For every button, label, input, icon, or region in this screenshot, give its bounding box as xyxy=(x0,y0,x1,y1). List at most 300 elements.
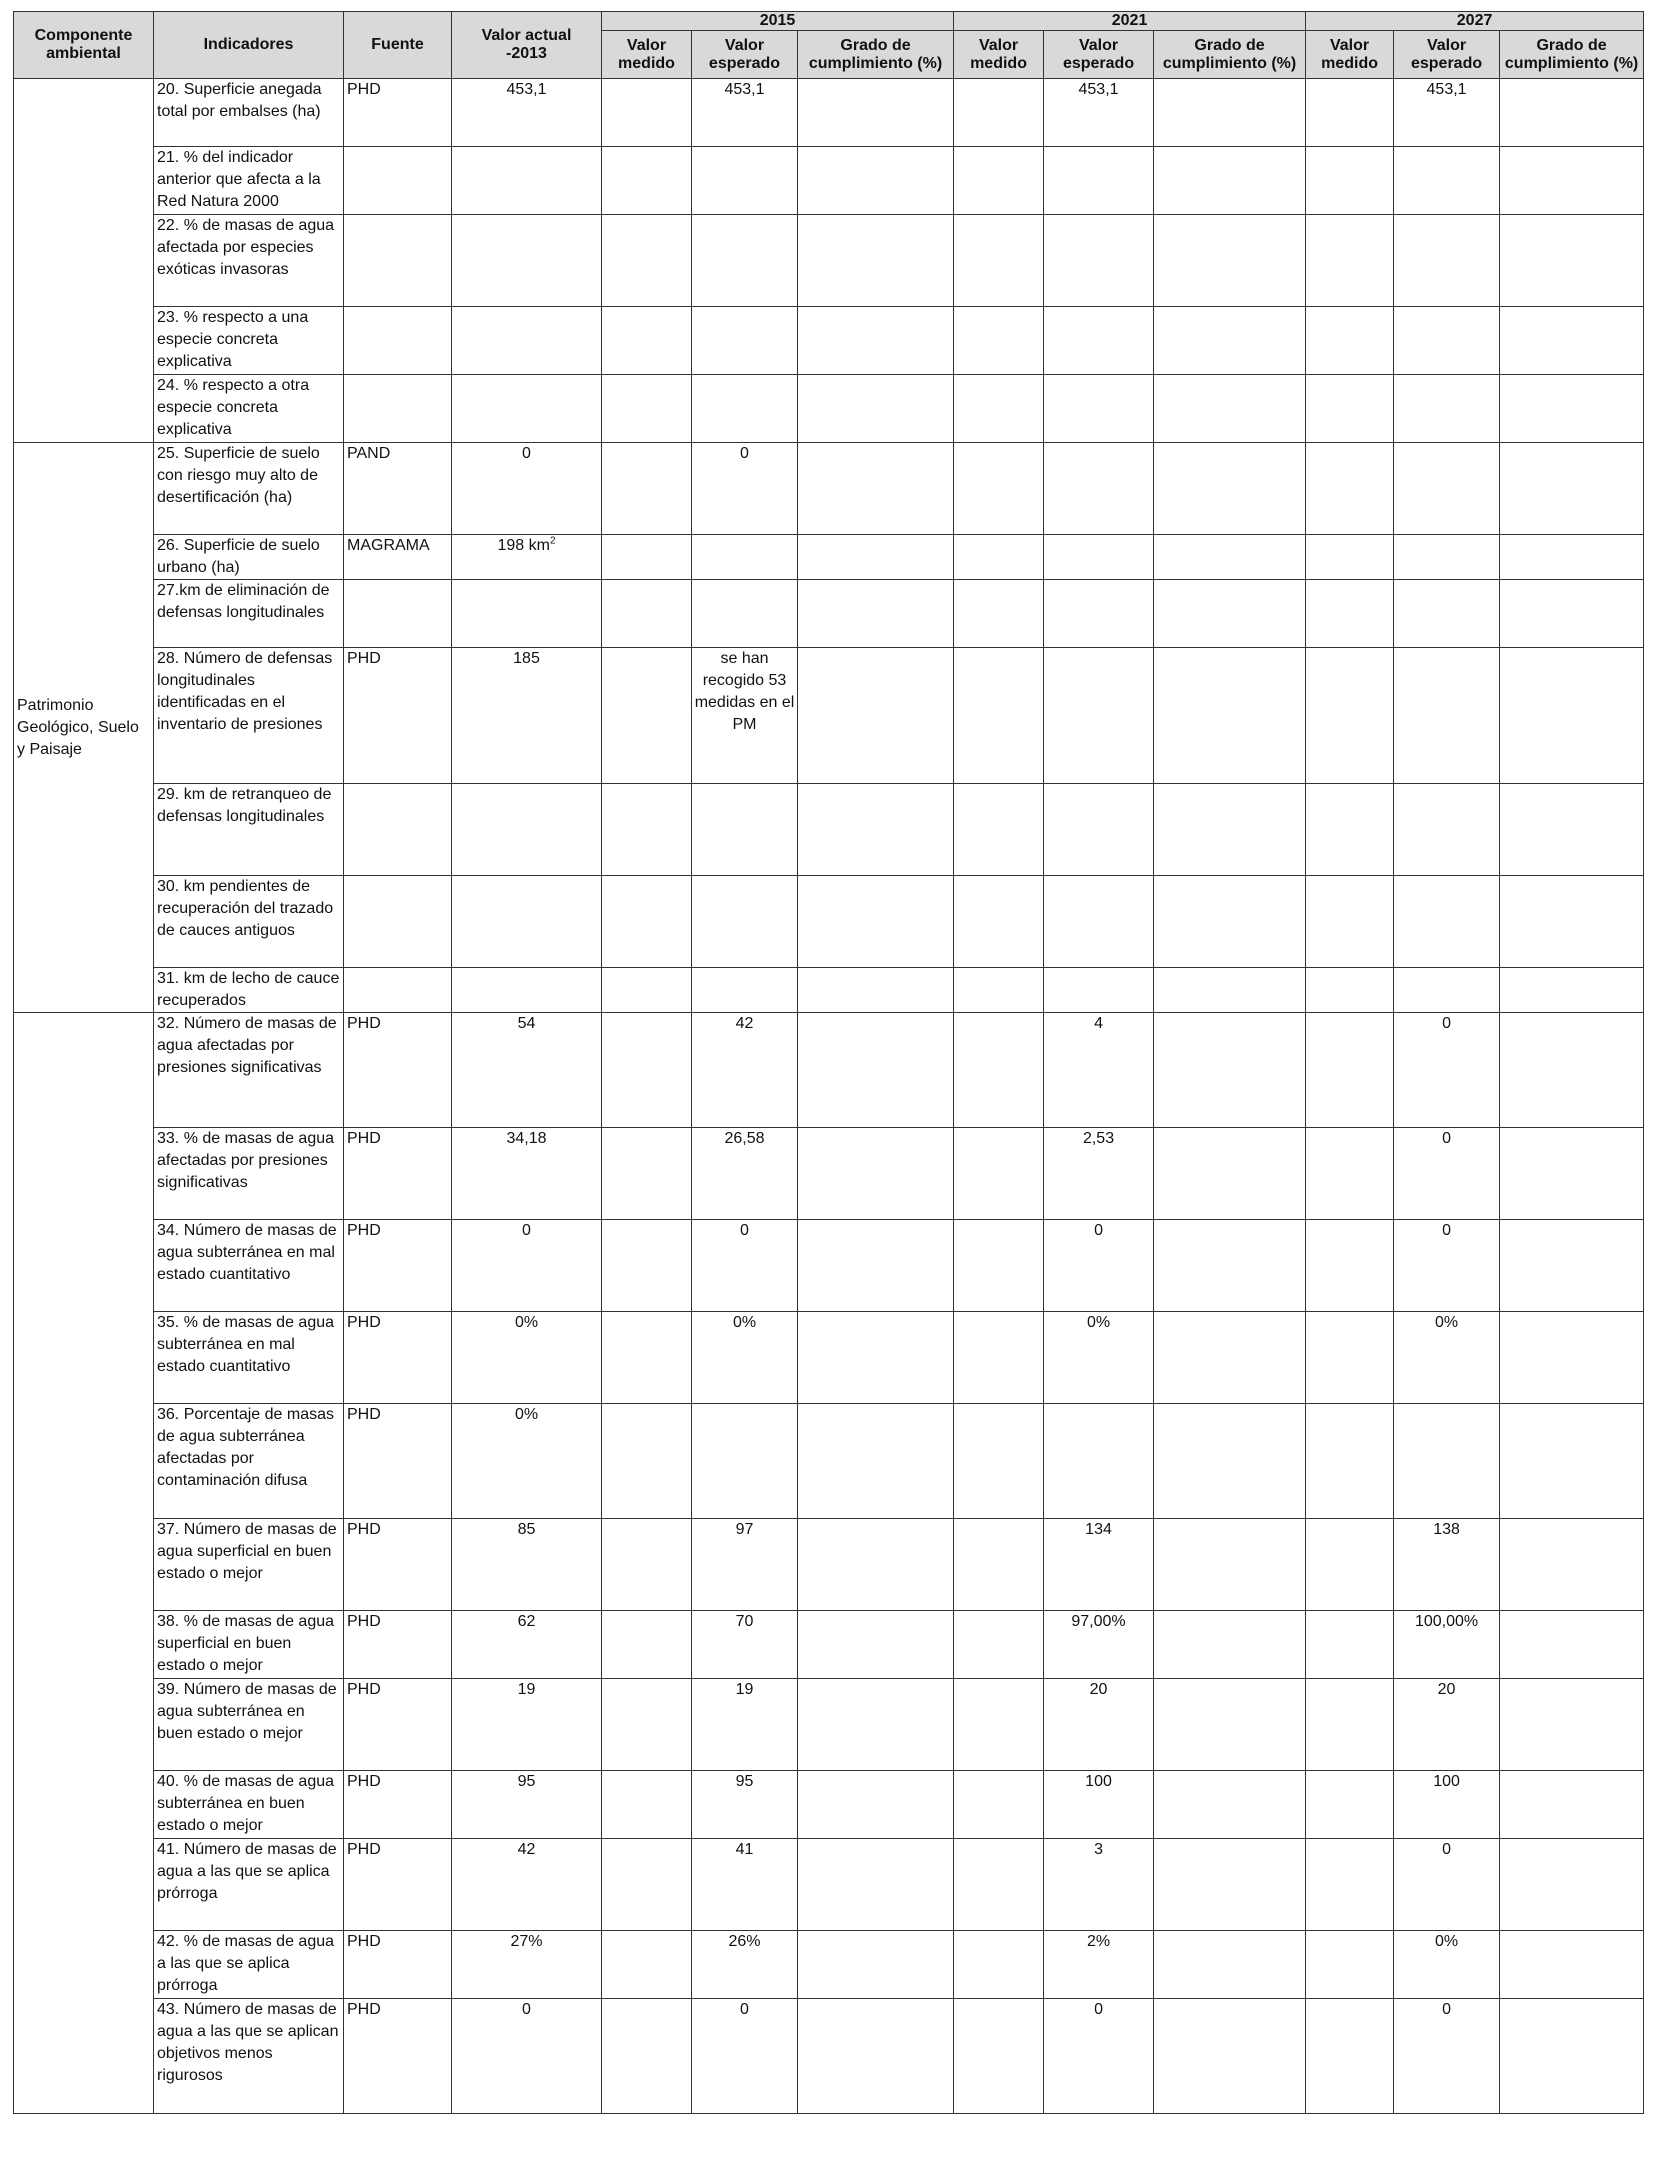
indicator-cell: 23. % respecto a una especie concreta explicativa xyxy=(154,307,344,375)
table-row xyxy=(14,215,1644,307)
valor-actual-cell xyxy=(452,375,602,443)
indicator-cell: 29. km de retranqueo de defensas longitudinales xyxy=(154,784,344,876)
grado-2027-cell xyxy=(1500,1013,1644,1128)
valor-medido-2021-cell xyxy=(954,79,1044,147)
valor-esperado-2021-cell xyxy=(1044,648,1154,784)
valor-esperado-2021-cell: 4 xyxy=(1044,1013,1154,1128)
valor-esperado-2015-cell: 0% xyxy=(692,1312,798,1404)
valor-actual-cell: 0 xyxy=(452,443,602,535)
valor-medido-2027-cell xyxy=(1306,1931,1394,1999)
valor-esperado-2027-cell: 453,1 xyxy=(1394,79,1500,147)
grado-2027-cell xyxy=(1500,968,1644,1013)
valor-medido-2015-cell xyxy=(602,1404,692,1519)
indicator-table xyxy=(13,11,1644,2114)
grado-2027-cell xyxy=(1500,1679,1644,1771)
valor-esperado-2021-cell: 100 xyxy=(1044,1771,1154,1839)
valor-medido-2027-cell xyxy=(1306,307,1394,375)
indicator-cell: 34. Número de masas de agua subterránea en mal estado cuantitativo xyxy=(154,1220,344,1312)
header-year-2015: 2015 xyxy=(602,12,954,31)
grado-2027-cell xyxy=(1500,79,1644,147)
valor-medido-2015-cell xyxy=(602,1128,692,1220)
valor-medido-2027-cell xyxy=(1306,443,1394,535)
source-cell: PHD xyxy=(344,79,452,147)
valor-medido-2015-cell xyxy=(602,79,692,147)
valor-esperado-2021-cell xyxy=(1044,147,1154,215)
grado-2021-cell xyxy=(1154,1771,1306,1839)
grado-2015-cell xyxy=(798,1312,954,1404)
valor-medido-2015-cell xyxy=(602,876,692,968)
grado-2027-cell xyxy=(1500,1931,1644,1999)
valor-medido-2021-cell xyxy=(954,1999,1044,2114)
grado-2027-cell xyxy=(1500,535,1644,580)
valor-actual-cell: 0% xyxy=(452,1404,602,1519)
valor-actual-cell: 54 xyxy=(452,1013,602,1128)
valor-medido-2015-cell xyxy=(602,215,692,307)
valor-medido-2015-cell xyxy=(602,1839,692,1931)
grado-2021-cell xyxy=(1154,1013,1306,1128)
valor-esperado-2021-cell: 2% xyxy=(1044,1931,1154,1999)
valor-esperado-2021-cell xyxy=(1044,876,1154,968)
valor-medido-2021-cell xyxy=(954,375,1044,443)
valor-esperado-2027-cell xyxy=(1394,215,1500,307)
grado-2021-cell xyxy=(1154,1128,1306,1220)
source-cell: MAGRAMA xyxy=(344,535,452,580)
valor-medido-2027-cell xyxy=(1306,375,1394,443)
table-row xyxy=(14,375,1644,443)
header-grado-cumplimiento: Grado de cumplimiento (%) xyxy=(1500,31,1644,79)
valor-medido-2015-cell xyxy=(602,1013,692,1128)
valor-esperado-2021-cell: 134 xyxy=(1044,1519,1154,1611)
valor-esperado-2027-cell xyxy=(1394,307,1500,375)
valor-medido-2021-cell xyxy=(954,307,1044,375)
valor-medido-2027-cell xyxy=(1306,1312,1394,1404)
valor-esperado-2015-cell: 41 xyxy=(692,1839,798,1931)
source-cell: PHD xyxy=(344,1931,452,1999)
valor-medido-2021-cell xyxy=(954,1931,1044,1999)
table-row xyxy=(14,1679,1644,1771)
source-cell: PHD xyxy=(344,1839,452,1931)
header-year-2021: 2021 xyxy=(954,12,1306,31)
valor-esperado-2027-cell: 0% xyxy=(1394,1931,1500,1999)
table-row xyxy=(14,1220,1644,1312)
grado-2027-cell xyxy=(1500,876,1644,968)
indicator-cell: 39. Número de masas de agua subterránea en buen estado o mejor xyxy=(154,1679,344,1771)
grado-2027-cell xyxy=(1500,1999,1644,2114)
valor-esperado-2027-cell xyxy=(1394,147,1500,215)
valor-esperado-2015-cell: 70 xyxy=(692,1611,798,1679)
valor-esperado-2021-cell: 97,00% xyxy=(1044,1611,1154,1679)
valor-esperado-2015-cell xyxy=(692,968,798,1013)
valor-actual-cell: 0% xyxy=(452,1312,602,1404)
valor-esperado-2015-cell: 95 xyxy=(692,1771,798,1839)
valor-medido-2015-cell xyxy=(602,1519,692,1611)
valor-actual-cell: 62 xyxy=(452,1611,602,1679)
source-cell xyxy=(344,215,452,307)
source-cell xyxy=(344,876,452,968)
valor-actual-cell xyxy=(452,784,602,876)
valor-esperado-2027-cell: 100 xyxy=(1394,1771,1500,1839)
grado-2015-cell xyxy=(798,535,954,580)
indicator-cell: 42. % de masas de agua a las que se aplica prórroga xyxy=(154,1931,344,1999)
header-valor-esperado: Valor esperado xyxy=(1044,31,1154,79)
grado-2015-cell xyxy=(798,648,954,784)
indicator-cell: 30. km pendientes de recuperación del trazado de cauces antiguos xyxy=(154,876,344,968)
valor-medido-2021-cell xyxy=(954,1128,1044,1220)
table-row xyxy=(14,535,1644,580)
valor-actual-superscript: 2 xyxy=(549,535,556,547)
valor-esperado-2015-cell: 26,58 xyxy=(692,1128,798,1220)
valor-esperado-2021-cell xyxy=(1044,307,1154,375)
valor-esperado-2021-cell xyxy=(1044,375,1154,443)
valor-esperado-2027-cell xyxy=(1394,648,1500,784)
valor-actual-value: 198 km xyxy=(497,537,550,554)
valor-medido-2027-cell xyxy=(1306,79,1394,147)
grado-2021-cell xyxy=(1154,215,1306,307)
valor-medido-2015-cell xyxy=(602,784,692,876)
grado-2015-cell xyxy=(798,1013,954,1128)
valor-esperado-2021-cell xyxy=(1044,1404,1154,1519)
indicator-cell: 28. Número de defensas longitudinales identificadas en el inventario de presiones xyxy=(154,648,344,784)
grado-2021-cell xyxy=(1154,1931,1306,1999)
valor-medido-2015-cell xyxy=(602,648,692,784)
valor-medido-2027-cell xyxy=(1306,1013,1394,1128)
valor-esperado-2027-cell xyxy=(1394,968,1500,1013)
valor-medido-2015-cell xyxy=(602,147,692,215)
valor-esperado-2021-cell xyxy=(1044,535,1154,580)
valor-medido-2021-cell xyxy=(954,1220,1044,1312)
valor-medido-2027-cell xyxy=(1306,1220,1394,1312)
valor-medido-2021-cell xyxy=(954,1839,1044,1931)
valor-medido-2021-cell xyxy=(954,1519,1044,1611)
valor-esperado-2027-cell xyxy=(1394,580,1500,648)
indicator-cell: 24. % respecto a otra especie concreta explicativa xyxy=(154,375,344,443)
table-body xyxy=(14,79,1644,2114)
valor-medido-2015-cell xyxy=(602,443,692,535)
valor-actual-cell: 19 xyxy=(452,1679,602,1771)
valor-medido-2021-cell xyxy=(954,580,1044,648)
grado-2021-cell xyxy=(1154,580,1306,648)
valor-medido-2015-cell xyxy=(602,1679,692,1771)
grado-2021-cell xyxy=(1154,648,1306,784)
table-row xyxy=(14,1839,1644,1931)
valor-esperado-2021-cell xyxy=(1044,215,1154,307)
grado-2027-cell xyxy=(1500,1128,1644,1220)
valor-actual-cell: 95 xyxy=(452,1771,602,1839)
valor-medido-2015-cell xyxy=(602,580,692,648)
grado-2021-cell xyxy=(1154,1312,1306,1404)
grado-2021-cell xyxy=(1154,1679,1306,1771)
table-row xyxy=(14,1999,1644,2114)
table-row xyxy=(14,79,1644,147)
grado-2027-cell xyxy=(1500,1839,1644,1931)
valor-esperado-2015-cell xyxy=(692,307,798,375)
indicator-cell: 43. Número de masas de agua a las que se aplican objetivos menos rigurosos xyxy=(154,1999,344,2114)
valor-medido-2027-cell xyxy=(1306,215,1394,307)
valor-medido-2021-cell xyxy=(954,1611,1044,1679)
table-row xyxy=(14,1013,1644,1128)
valor-medido-2027-cell xyxy=(1306,784,1394,876)
grado-2015-cell xyxy=(798,1128,954,1220)
valor-actual-cell: 185 xyxy=(452,648,602,784)
valor-medido-2027-cell xyxy=(1306,968,1394,1013)
grado-2015-cell xyxy=(798,443,954,535)
source-cell: PHD xyxy=(344,1220,452,1312)
table-row xyxy=(14,876,1644,968)
header-grado-cumplimiento: Grado de cumplimiento (%) xyxy=(1154,31,1306,79)
valor-esperado-2015-cell: 42 xyxy=(692,1013,798,1128)
source-cell: PAND xyxy=(344,443,452,535)
valor-medido-2015-cell xyxy=(602,1931,692,1999)
table-row xyxy=(14,443,1644,535)
valor-esperado-2027-cell: 20 xyxy=(1394,1679,1500,1771)
valor-medido-2015-cell xyxy=(602,968,692,1013)
valor-esperado-2027-cell xyxy=(1394,443,1500,535)
valor-medido-2015-cell xyxy=(602,375,692,443)
grado-2027-cell xyxy=(1500,1220,1644,1312)
grado-2027-cell xyxy=(1500,215,1644,307)
header-valor-actual: Valor actual -2013 xyxy=(452,12,602,79)
grado-2015-cell xyxy=(798,147,954,215)
grado-2021-cell xyxy=(1154,147,1306,215)
indicator-cell: 35. % de masas de agua subterránea en mal estado cuantitativo xyxy=(154,1312,344,1404)
valor-medido-2015-cell xyxy=(602,1312,692,1404)
header-indicadores: Indicadores xyxy=(154,12,344,79)
valor-esperado-2027-cell: 0% xyxy=(1394,1312,1500,1404)
grado-2027-cell xyxy=(1500,784,1644,876)
indicator-cell: 32. Número de masas de agua afectadas por presiones significativas xyxy=(154,1013,344,1128)
valor-medido-2027-cell xyxy=(1306,648,1394,784)
valor-actual-cell xyxy=(452,535,602,580)
grado-2015-cell xyxy=(798,1931,954,1999)
valor-esperado-2015-cell: 453,1 xyxy=(692,79,798,147)
grado-2015-cell xyxy=(798,1771,954,1839)
valor-esperado-2027-cell: 0 xyxy=(1394,1128,1500,1220)
componente-cell: Patrimonio Geológico, Suelo y Paisaje xyxy=(14,443,154,1013)
valor-esperado-2027-cell xyxy=(1394,876,1500,968)
grado-2015-cell xyxy=(798,307,954,375)
source-cell: PHD xyxy=(344,648,452,784)
valor-medido-2027-cell xyxy=(1306,580,1394,648)
table-row xyxy=(14,1611,1644,1679)
valor-esperado-2015-cell xyxy=(692,1404,798,1519)
valor-esperado-2021-cell: 0 xyxy=(1044,1220,1154,1312)
valor-medido-2027-cell xyxy=(1306,1839,1394,1931)
valor-esperado-2027-cell: 100,00% xyxy=(1394,1611,1500,1679)
header-valor-esperado: Valor esperado xyxy=(1394,31,1500,79)
grado-2021-cell xyxy=(1154,443,1306,535)
valor-esperado-2021-cell: 3 xyxy=(1044,1839,1154,1931)
valor-medido-2015-cell xyxy=(602,1220,692,1312)
valor-esperado-2021-cell: 0 xyxy=(1044,1999,1154,2114)
valor-esperado-2015-cell: 0 xyxy=(692,1220,798,1312)
valor-esperado-2021-cell: 0% xyxy=(1044,1312,1154,1404)
source-cell: PHD xyxy=(344,1312,452,1404)
valor-medido-2027-cell xyxy=(1306,1404,1394,1519)
source-cell: PHD xyxy=(344,1679,452,1771)
valor-esperado-2021-cell: 2,53 xyxy=(1044,1128,1154,1220)
table-row xyxy=(14,648,1644,784)
valor-actual-cell: 0 xyxy=(452,1999,602,2114)
valor-esperado-2027-cell xyxy=(1394,535,1500,580)
valor-esperado-2015-cell xyxy=(692,147,798,215)
componente-cell xyxy=(14,1013,154,2114)
table-row xyxy=(14,968,1644,1013)
valor-medido-2015-cell xyxy=(602,535,692,580)
grado-2021-cell xyxy=(1154,784,1306,876)
source-cell: PHD xyxy=(344,1013,452,1128)
componente-cell xyxy=(14,79,154,443)
valor-medido-2021-cell xyxy=(954,1771,1044,1839)
valor-esperado-2027-cell xyxy=(1394,1404,1500,1519)
grado-2021-cell xyxy=(1154,79,1306,147)
grado-2021-cell xyxy=(1154,1999,1306,2114)
source-cell xyxy=(344,580,452,648)
valor-esperado-2021-cell xyxy=(1044,784,1154,876)
valor-medido-2027-cell xyxy=(1306,147,1394,215)
table-row xyxy=(14,1404,1644,1519)
grado-2015-cell xyxy=(798,1679,954,1771)
valor-medido-2021-cell xyxy=(954,876,1044,968)
table-row xyxy=(14,1312,1644,1404)
valor-esperado-2021-cell xyxy=(1044,580,1154,648)
valor-esperado-2015-cell: 0 xyxy=(692,443,798,535)
source-cell: PHD xyxy=(344,1519,452,1611)
indicator-cell: 37. Número de masas de agua superficial en buen estado o mejor xyxy=(154,1519,344,1611)
valor-esperado-2015-cell: se han recogido 53 medidas en el PM xyxy=(692,648,798,784)
grado-2015-cell xyxy=(798,1611,954,1679)
header-grado-cumplimiento: Grado de cumplimiento (%) xyxy=(798,31,954,79)
grado-2027-cell xyxy=(1500,1611,1644,1679)
table-row xyxy=(14,307,1644,375)
grado-2021-cell xyxy=(1154,375,1306,443)
grado-2015-cell xyxy=(798,1839,954,1931)
grado-2015-cell xyxy=(798,215,954,307)
grado-2021-cell xyxy=(1154,968,1306,1013)
header-year-2027: 2027 xyxy=(1306,12,1644,31)
grado-2021-cell xyxy=(1154,1404,1306,1519)
valor-medido-2021-cell xyxy=(954,1404,1044,1519)
valor-esperado-2027-cell: 138 xyxy=(1394,1519,1500,1611)
grado-2015-cell xyxy=(798,876,954,968)
valor-esperado-2015-cell: 19 xyxy=(692,1679,798,1771)
valor-medido-2027-cell xyxy=(1306,1771,1394,1839)
valor-esperado-2015-cell xyxy=(692,876,798,968)
indicator-cell: 41. Número de masas de agua a las que se aplica prórroga xyxy=(154,1839,344,1931)
valor-actual-cell: 0 xyxy=(452,1220,602,1312)
header-row-years xyxy=(14,12,1644,31)
valor-actual-cell xyxy=(452,215,602,307)
grado-2027-cell xyxy=(1500,443,1644,535)
valor-actual-cell xyxy=(452,147,602,215)
grado-2021-cell xyxy=(1154,535,1306,580)
valor-actual-cell: 453,1 xyxy=(452,79,602,147)
valor-medido-2021-cell xyxy=(954,784,1044,876)
header-componente: Componente ambiental xyxy=(14,12,154,79)
grado-2027-cell xyxy=(1500,147,1644,215)
grado-2027-cell xyxy=(1500,1404,1644,1519)
valor-medido-2021-cell xyxy=(954,443,1044,535)
valor-medido-2021-cell xyxy=(954,215,1044,307)
valor-esperado-2027-cell: 0 xyxy=(1394,1839,1500,1931)
indicator-cell: 36. Porcentaje de masas de agua subterránea afectadas por contaminación difusa xyxy=(154,1404,344,1519)
grado-2027-cell xyxy=(1500,307,1644,375)
valor-medido-2021-cell xyxy=(954,535,1044,580)
valor-actual-cell xyxy=(452,307,602,375)
indicator-cell: 38. % de masas de agua superficial en buen estado o mejor xyxy=(154,1611,344,1679)
valor-esperado-2027-cell xyxy=(1394,375,1500,443)
indicator-cell: 27.km de eliminación de defensas longitudinales xyxy=(154,580,344,648)
grado-2015-cell xyxy=(798,580,954,648)
valor-medido-2027-cell xyxy=(1306,535,1394,580)
grado-2015-cell xyxy=(798,968,954,1013)
source-cell: PHD xyxy=(344,1128,452,1220)
valor-medido-2021-cell xyxy=(954,968,1044,1013)
valor-esperado-2027-cell: 0 xyxy=(1394,1220,1500,1312)
valor-medido-2015-cell xyxy=(602,1771,692,1839)
valor-esperado-2021-cell xyxy=(1044,968,1154,1013)
valor-esperado-2015-cell: 0 xyxy=(692,1999,798,2114)
valor-medido-2027-cell xyxy=(1306,1128,1394,1220)
indicator-cell: 33. % de masas de agua afectadas por presiones significativas xyxy=(154,1128,344,1220)
header-valor-esperado: Valor esperado xyxy=(692,31,798,79)
source-cell xyxy=(344,307,452,375)
valor-esperado-2021-cell: 20 xyxy=(1044,1679,1154,1771)
valor-medido-2027-cell xyxy=(1306,1519,1394,1611)
header-valor-medido: Valor medido xyxy=(602,31,692,79)
indicator-cell: 25. Superficie de suelo con riesgo muy alto de desertificación (ha) xyxy=(154,443,344,535)
valor-medido-2027-cell xyxy=(1306,1611,1394,1679)
indicator-table-container xyxy=(13,11,1644,2114)
valor-medido-2021-cell xyxy=(954,1679,1044,1771)
table-row xyxy=(14,1519,1644,1611)
valor-esperado-2015-cell xyxy=(692,375,798,443)
valor-actual-cell xyxy=(452,580,602,648)
valor-medido-2027-cell xyxy=(1306,1999,1394,2114)
valor-medido-2027-cell xyxy=(1306,1679,1394,1771)
source-cell xyxy=(344,375,452,443)
indicator-cell: 31. km de lecho de cauce recuperados xyxy=(154,968,344,1013)
valor-medido-2015-cell xyxy=(602,1611,692,1679)
valor-esperado-2027-cell xyxy=(1394,784,1500,876)
valor-medido-2021-cell xyxy=(954,648,1044,784)
grado-2027-cell xyxy=(1500,1519,1644,1611)
valor-esperado-2015-cell xyxy=(692,535,798,580)
grado-2021-cell xyxy=(1154,307,1306,375)
table-row xyxy=(14,580,1644,648)
valor-actual-cell: 85 xyxy=(452,1519,602,1611)
grado-2015-cell xyxy=(798,375,954,443)
source-cell: PHD xyxy=(344,1771,452,1839)
table-row xyxy=(14,147,1644,215)
indicator-cell: 26. Superficie de suelo urbano (ha) xyxy=(154,535,344,580)
valor-esperado-2015-cell xyxy=(692,784,798,876)
valor-esperado-2021-cell xyxy=(1044,443,1154,535)
grado-2027-cell xyxy=(1500,1312,1644,1404)
source-cell: PHD xyxy=(344,1999,452,2114)
grado-2021-cell xyxy=(1154,876,1306,968)
valor-medido-2021-cell xyxy=(954,147,1044,215)
valor-actual-cell: 42 xyxy=(452,1839,602,1931)
valor-medido-2021-cell xyxy=(954,1013,1044,1128)
valor-medido-2015-cell xyxy=(602,1999,692,2114)
valor-actual-cell: 34,18 xyxy=(452,1128,602,1220)
grado-2021-cell xyxy=(1154,1839,1306,1931)
valor-esperado-2015-cell xyxy=(692,580,798,648)
source-cell xyxy=(344,147,452,215)
grado-2027-cell xyxy=(1500,1771,1644,1839)
valor-actual-cell: 27% xyxy=(452,1931,602,1999)
valor-medido-2027-cell xyxy=(1306,876,1394,968)
